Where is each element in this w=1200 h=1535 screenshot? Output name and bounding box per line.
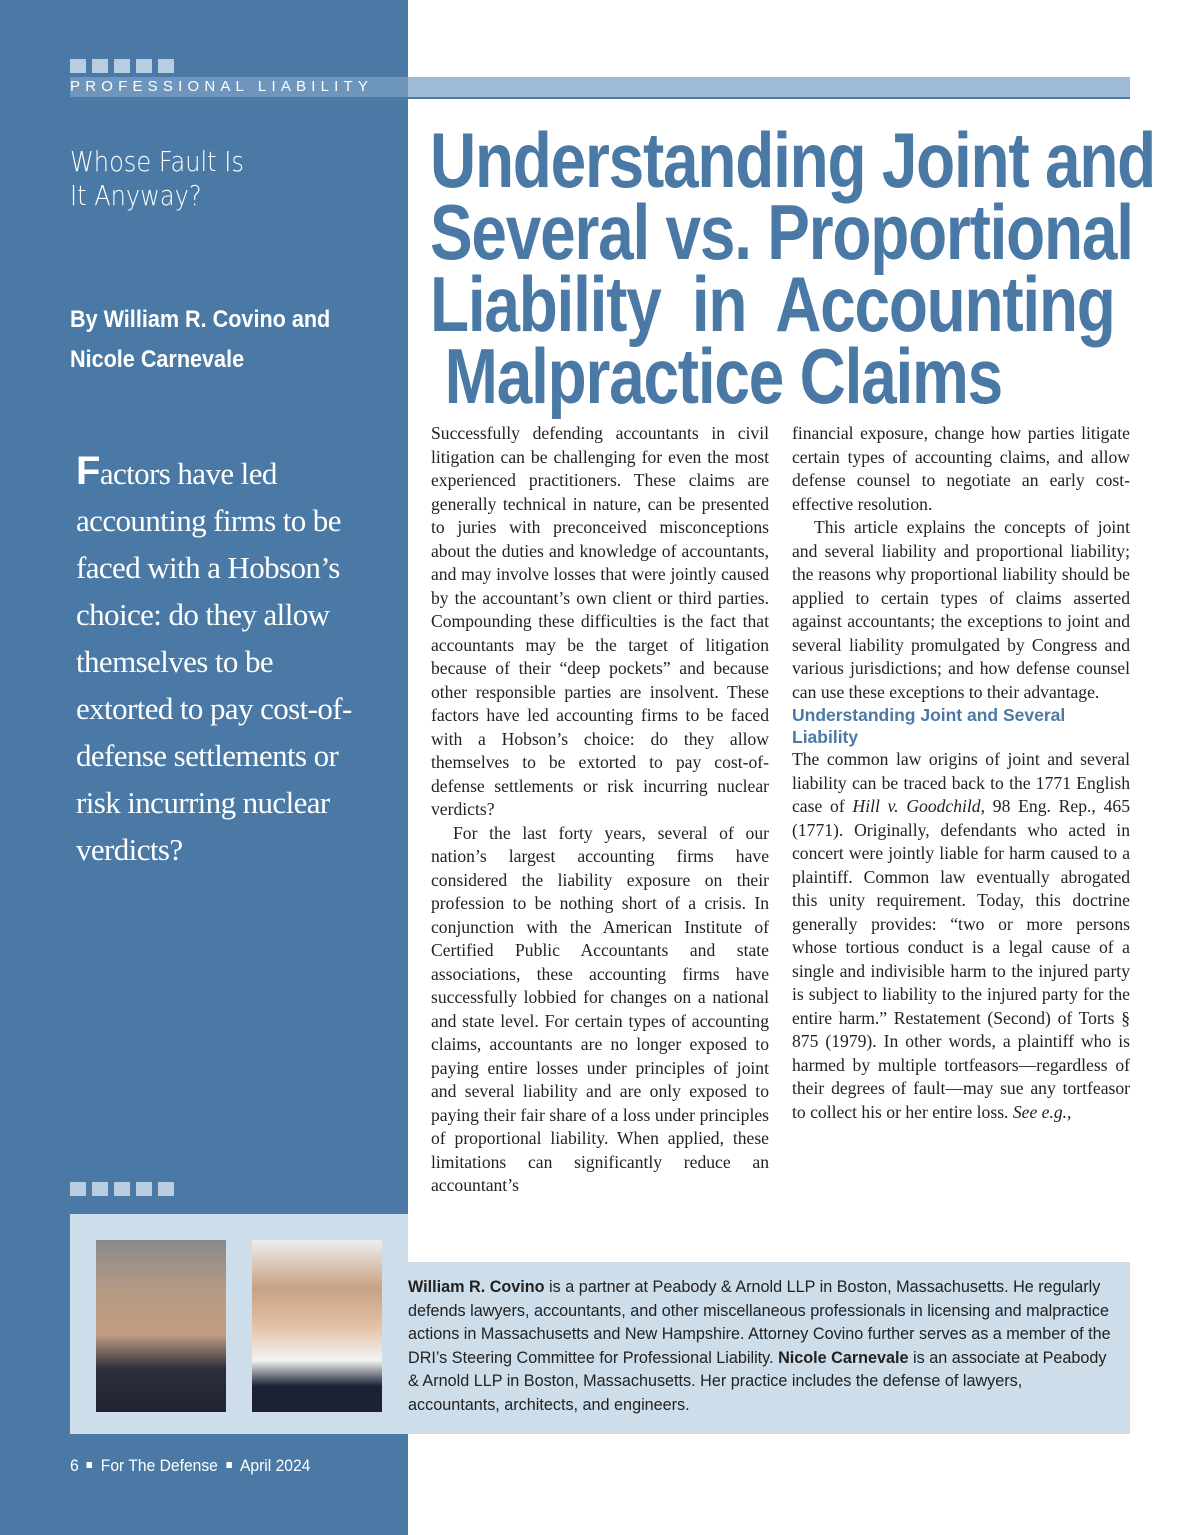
kicker-line-2: It Anyway? [70,179,202,212]
publication-name: For The Defense [100,1456,218,1475]
author-photo-carnevale [252,1240,382,1412]
body-paragraph: financial exposure, change how parties litigate certain types of accounting claims, and allow defense counsel to negotiate an early cost-effective resolution. [792,423,1130,514]
author-box-notch [408,1214,1130,1262]
author-bio-text [408,1276,1112,1417]
article-headline [430,116,1156,420]
body-paragraph: For the last forty years, several of our nation’s largest accounting firms have considered the liability exposure on their profession to be nothing short of a crisis. In conjunction with the American Institute of Certified Public Accountants and state associations, these accounting firms have successfully lobbied for changes on a national and state level. For certain types of accounting claims, accountants are no longer exposed to paying entire losses under principles of joint and several liability and are only exposed to paying their fair share of a loss under principles of proportional liability. When applied, these limitations can significantly reduce an accountant’s [431,822,769,1195]
pull-quote-text: actors have led accounting firms to be faced with a Hobson’s choice: do they allow themselves to be extorted to pay cost-of-defense settlements or risk incurring nuclear verdicts? [76,456,352,867]
headline-line-2: Several vs. Proportional [430,188,1133,276]
body-paragraph: This article explains the concepts of joint and several liability and proportional liability; the reasons why proportional liability should be applied to certain types of claims asserted against accountants; the exceptions to joint and several liability promulgated by Congress and various jurisdictions; and how defense counsel can use these exceptions to their advantage. [792,517,1130,702]
headline-line-3: Liability in Accounting [430,260,1115,348]
issue-date: April 2024 [239,1456,311,1475]
author-1-bio: is a partner at Peabody & Arnold LLP in Boston, Massachusetts. He regularly defends lawyers, accountants, and other miscellaneous professionals in licensing and malpractice actions in Massachusetts and New Hampshire. Attorney Covino further serves as a member of the DRI’s Steering Committee for Professional Liability. [408,1278,1111,1367]
body-paragraph [792,748,1130,1124]
decorative-squares-bottom [70,1182,174,1196]
author-2-name: Nicole Carnevale [778,1348,909,1367]
bullet-separator [226,1462,232,1468]
bullet-separator [87,1462,93,1468]
body-paragraph: Successfully defending accountants in civil litigation can be challenging for even the most experienced practitioners. These claims are generally technical in nature, can be presented to juries with preconceived misconceptions about the duties and knowledge of accountants, and may involve losses that were jointly caused by the accountant’s own client or third parties. Compounding these difficulties is the fact that accountants may be the target of litigation because of their “deep pockets” and because other responsible parties are insolvent. These factors have led accounting firms to be faced with a Hobson’s choice: do they allow themselves to be extorted to pay cost-of-defense settlements or risk incurring nuclear verdicts? [431,423,769,819]
case-citation: Hill v. Goodchild [852,796,981,816]
author-photo-covino [96,1240,226,1412]
pull-quote-dropcap: F [76,449,100,493]
pull-quote [76,448,366,873]
author-2-bio: is an associate at Peabody & Arnold LLP in Boston, Massachusetts. Her practice includes the defense of lawyers, accountants, architects, and engineers. [408,1348,1107,1414]
headline-line-4: Malpractice Claims [444,332,1002,420]
headline-line-1: Understanding Joint and [430,116,1156,204]
body-column-1 [431,422,769,1198]
section-label: PROFESSIONAL LIABILITY [70,78,374,95]
section-bar-extension [408,77,1130,97]
section-rule [408,97,1130,99]
body-column-2 [792,422,1130,1124]
see-signal: See e.g., [1012,1101,1072,1122]
page-footer [70,1456,310,1476]
body-text: , 98 Eng. Rep., 465 (1771). Originally, defendants who acted in concert were jointly liable for harm caused to a plaintiff. Common law eventually abrogated this unity requirement. Today, this doctrine generally provides: “two or more persons whose tortious conduct is a legal cause of a single and indivisible harm to the injured party is subject to liability to the injured party for the entire harm.” Restatement (Second) of Torts § 875 (1979). In other words, a plaintiff who is harmed by multiple tortfeasors—regardless of their degrees of fault—may sue any tortfeasor to collect his or her entire loss. [792,796,1130,1122]
section-subheading: Understanding Joint and Several Liability [792,705,1066,747]
byline-line-2: Nicole Carnevale [70,346,245,373]
kicker [70,145,345,213]
decorative-squares-top [70,59,174,73]
page-number: 6 [70,1456,79,1475]
byline-line-1: By William R. Covino and [70,306,331,333]
byline [70,300,376,380]
author-1-name: William R. Covino [408,1278,545,1296]
kicker-line-1: Whose Fault Is [70,145,244,178]
body-text: The common law origins of joint and several liability can be traced back to the 1771 English case of [792,749,1130,816]
